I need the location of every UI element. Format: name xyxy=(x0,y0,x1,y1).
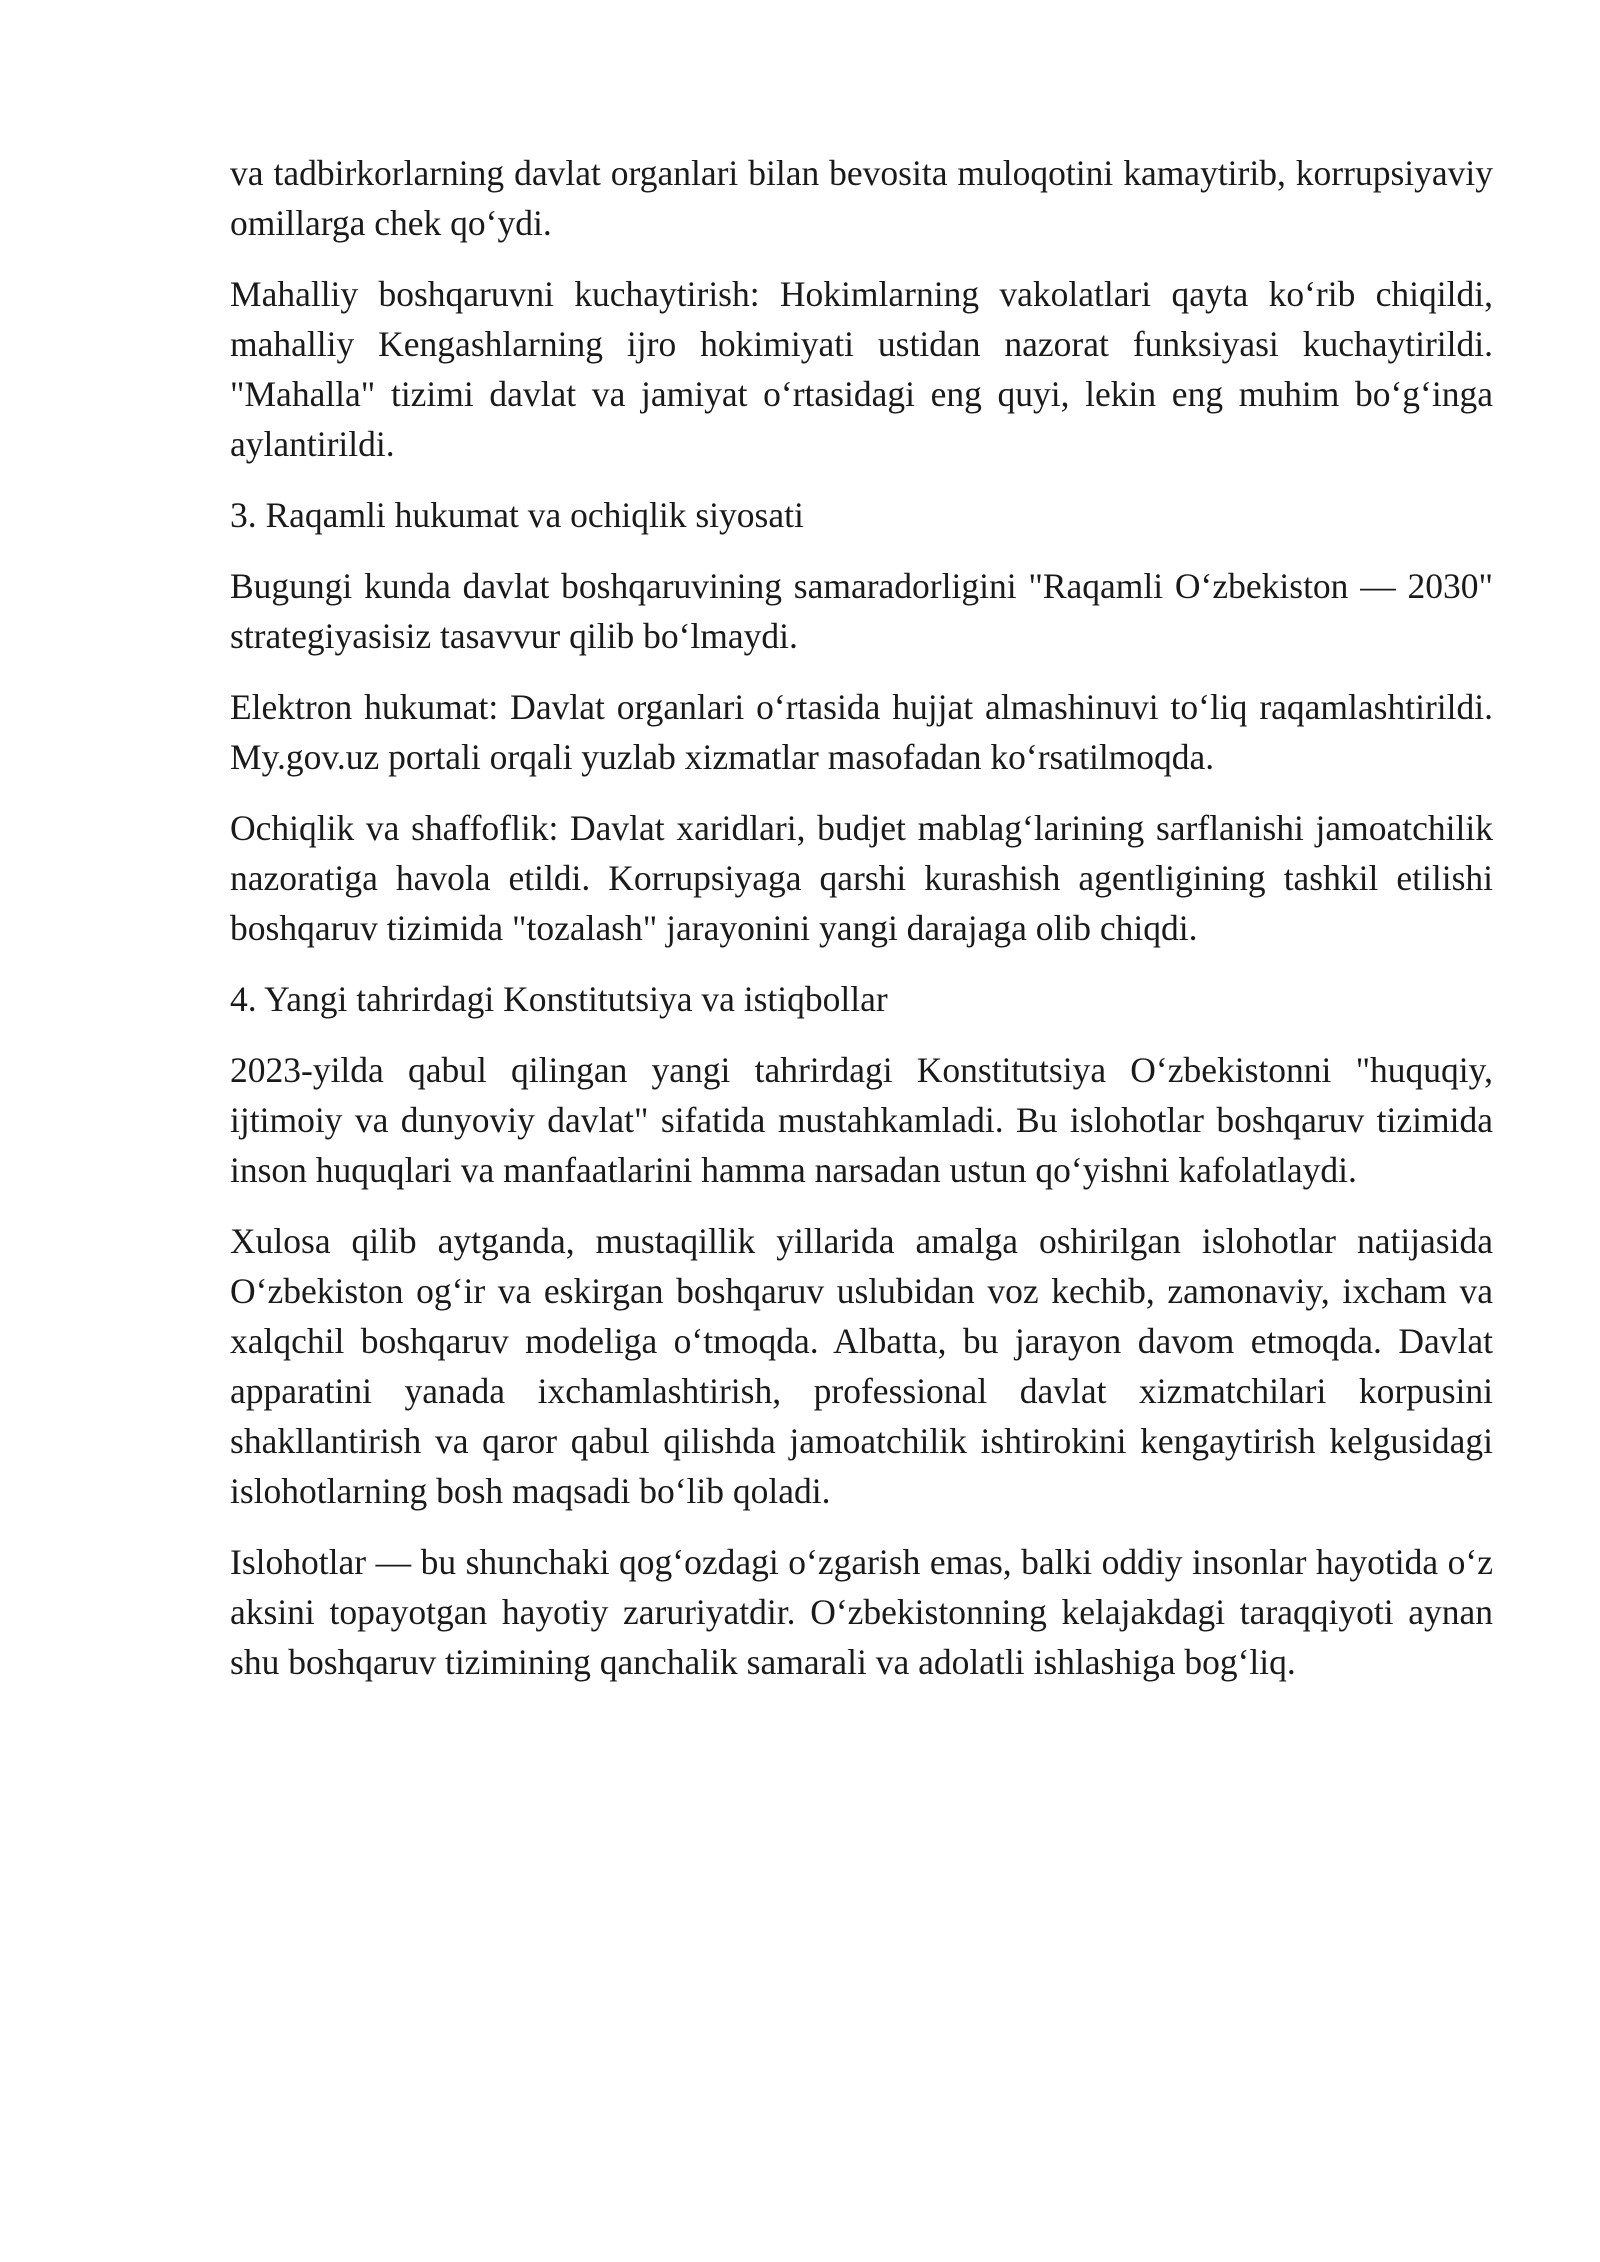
paragraph-final: Islohotlar — bu shunchaki qog‘ozdagi o‘zgarish emas, balki oddiy insonlar hayotida o‘z aksini topayotgan hayotiy zaruriyatdir. O‘zbekistonning kelajakdagi taraqqiyoti aynan shu boshqaruv tizimining qanchalik samarali va adolatli ishlashiga bog‘liq. xyxy=(230,1542,1493,1682)
paragraph-constitution-2023: 2023-yilda qabul qilingan yangi tahrirdagi Konstitutsiya O‘zbekistonni "huquqiy, ijtimoiy va dunyoviy davlat" sifatida mustahkamladi. Bu islohotlar boshqaruv tizimida inson huquqlari va manfaatlarini hamma narsadan ustun qo‘yishni kafolatlaydi. xyxy=(230,1050,1493,1190)
section-heading-digital-government: 3. Raqamli hukumat va ochiqlik siyosati xyxy=(230,495,804,535)
paragraph-openness-transparency: Ochiqlik va shaffoflik: Davlat xaridlari, budjet mablag‘larining sarflanishi jamoatchilik nazoratiga havola etildi. Korrupsiyaga qarshi kurashish agentligining tashkil etilishi boshqaruv tizimida "tozalash" jarayonini yangi darajaga olib chiqdi. xyxy=(230,808,1493,948)
section-heading-constitution: 4. Yangi tahrirdagi Konstitutsiya va istiqbollar xyxy=(230,979,888,1019)
paragraph-local-governance: Mahalliy boshqaruvni kuchaytirish: Hokimlarning vakolatlari qayta ko‘rib chiqildi, mahalliy Kengashlarning ijro hokimiyati ustidan nazorat funksiyasi kuchaytirildi. "Mahalla" tizimi davlat va jamiyat o‘rtasidagi eng quyi, lekin eng muhim bo‘g‘inga aylantirildi. xyxy=(230,274,1493,464)
paragraph-conclusion: Xulosa qilib aytganda, mustaqillik yillarida amalga oshirilgan islohotlar natijasida O‘zbekiston og‘ir va eskirgan boshqaruv uslubidan voz kechib, zamonaviy, ixcham va xalqchil boshqaruv modeliga o‘tmoqda. Albatta, bu jarayon davom etmoqda. Davlat apparatini yanada ixchamlashtirish, professional davlat xizmatchilari korpusini shakllantirish va qaror qabul qilishda jamoatchilik ishtirokini kengaytirish kelgusidagi islohotlarning bosh maqsadi bo‘lib qoladi. xyxy=(230,1221,1493,1511)
paragraph-digital-uzbekistan: Bugungi kunda davlat boshqaruvining samaradorligini "Raqamli O‘zbekiston — 2030" strategiyasisiz tasavvur qilib bo‘lmaydi. xyxy=(230,566,1493,656)
document-body xyxy=(230,148,1493,1708)
paragraph-continuation: va tadbirkorlarning davlat organlari bilan bevosita muloqotini kamaytirib, korrupsiyaviy omillarga chek qo‘ydi. xyxy=(230,153,1493,243)
paragraph-e-government: Elektron hukumat: Davlat organlari o‘rtasida hujjat almashinuvi to‘liq raqamlashtirildi. My.gov.uz portali orqali yuzlab xizmatlar masofadan ko‘rsatilmoqda. xyxy=(230,687,1493,777)
